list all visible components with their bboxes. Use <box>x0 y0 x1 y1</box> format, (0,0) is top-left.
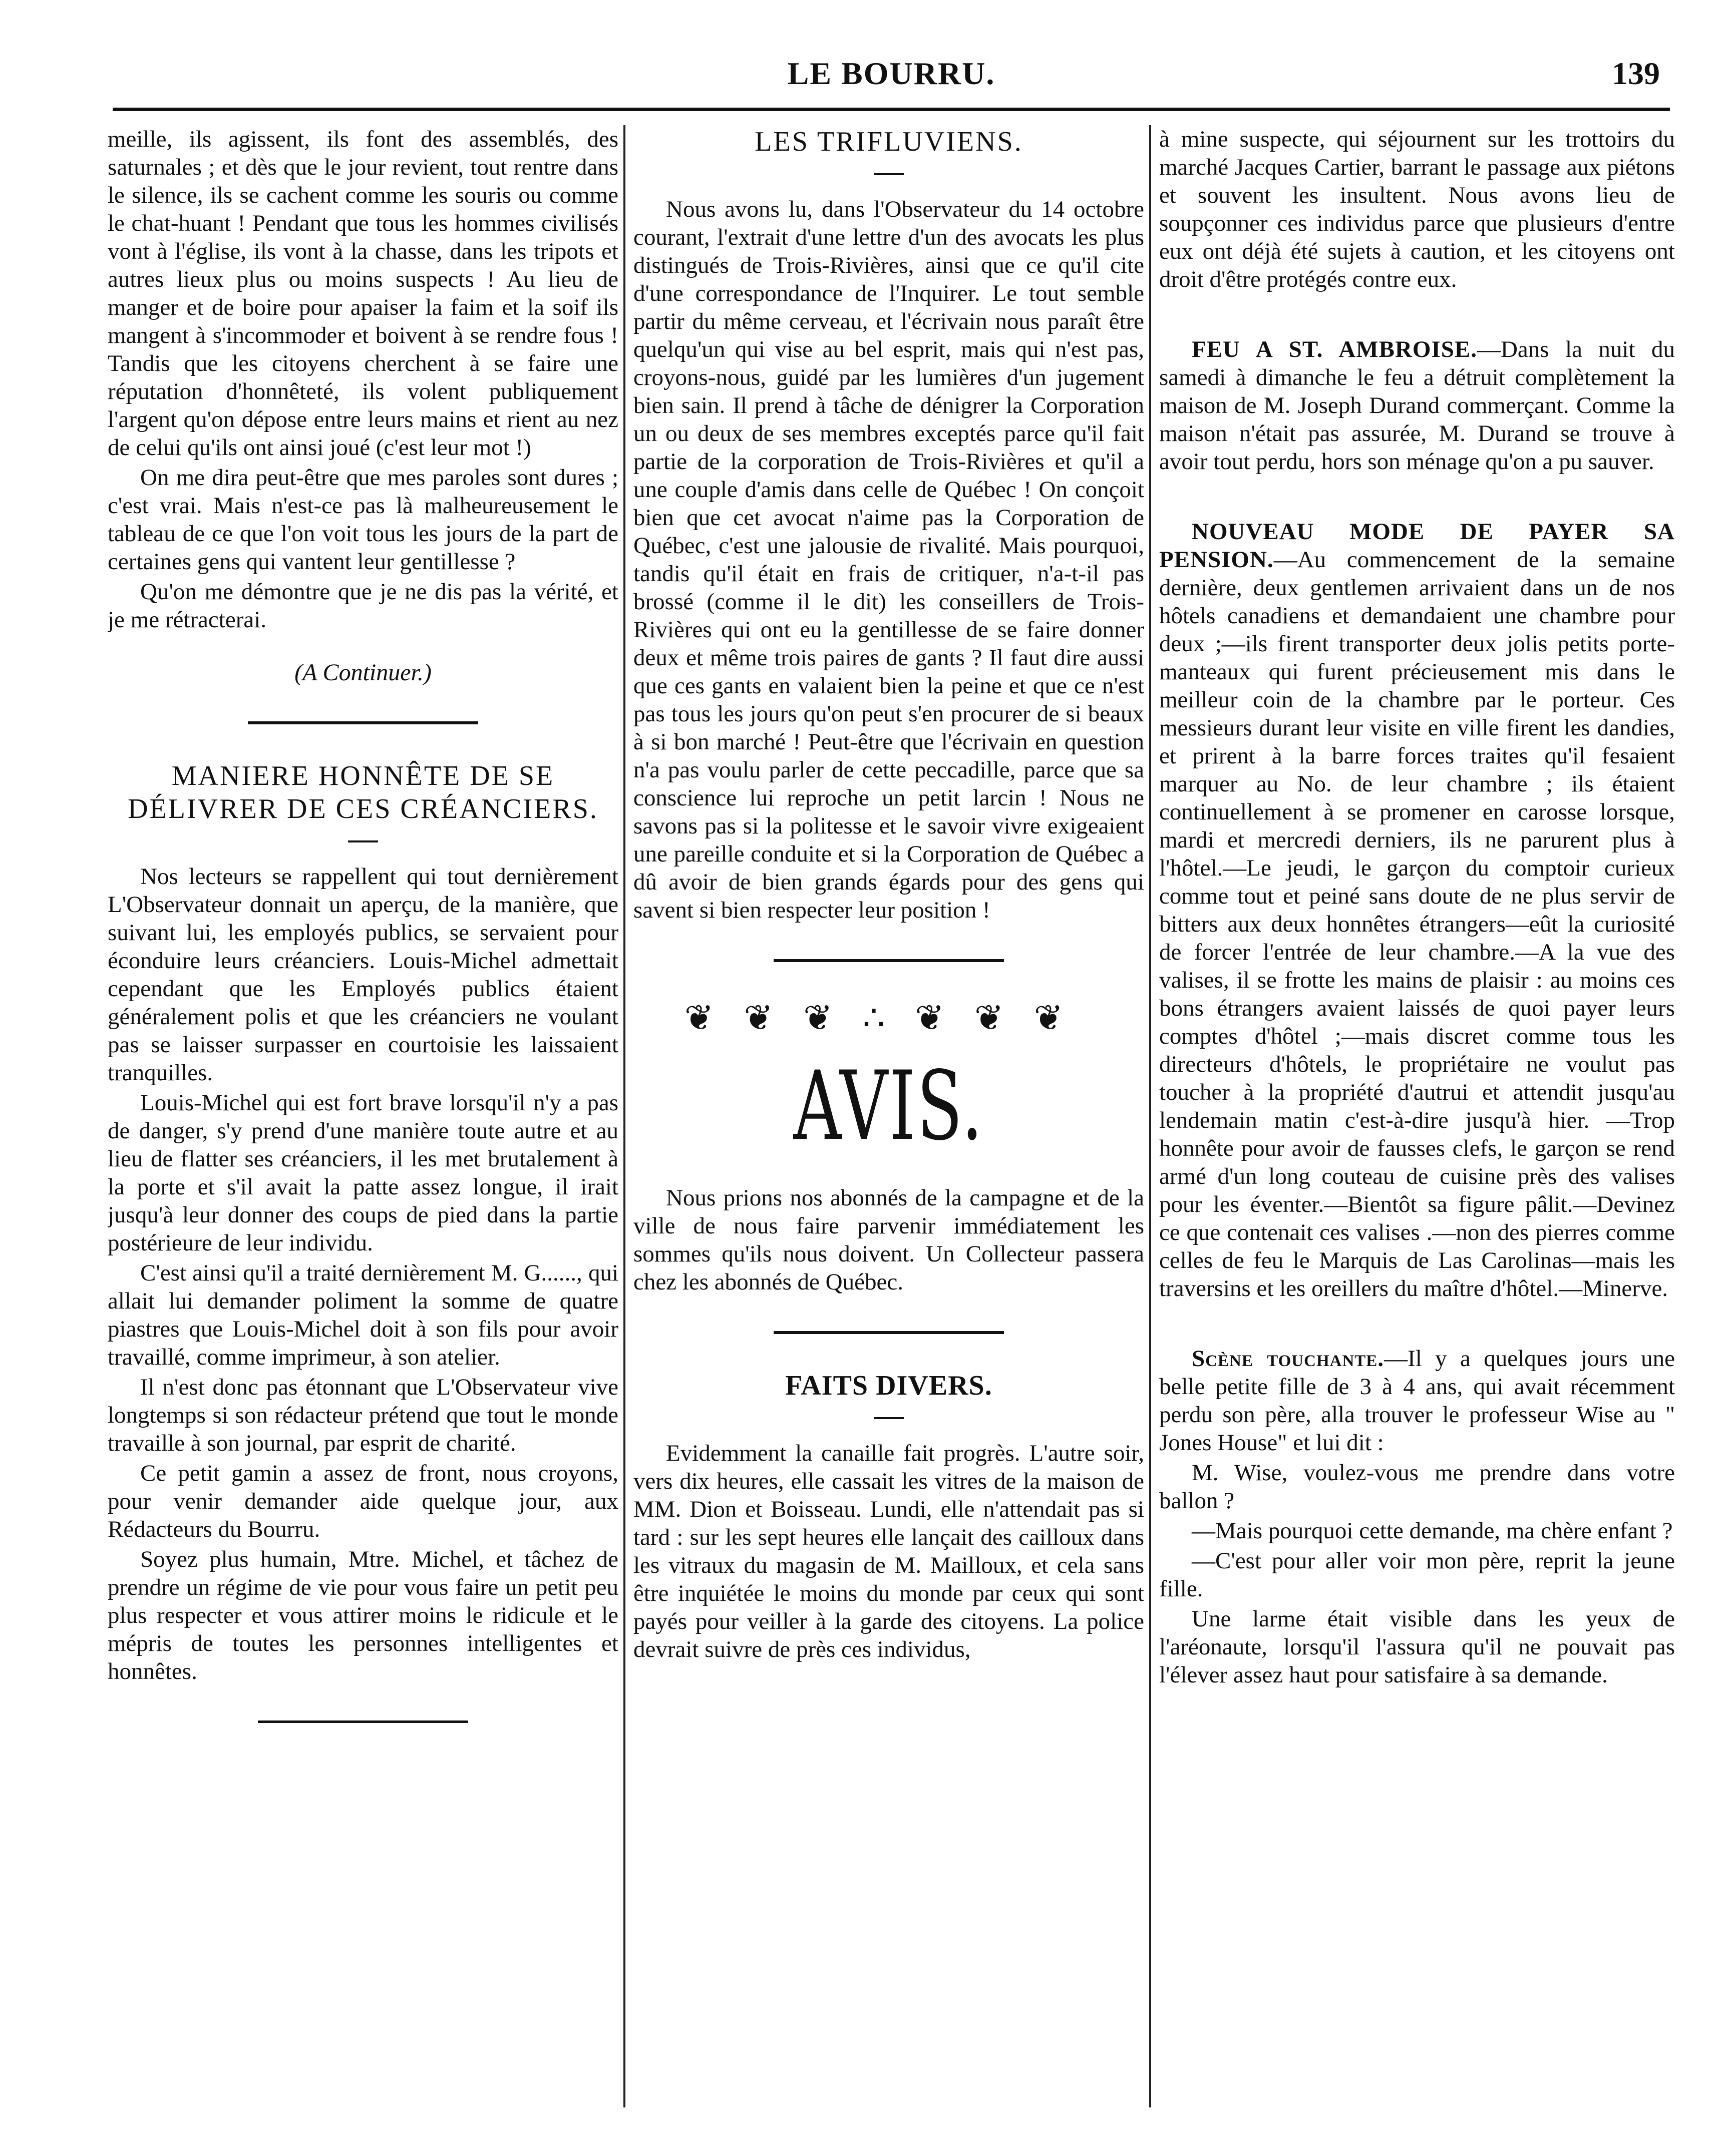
dialogue-line: M. Wise, voulez-vous me prendre dans votre ballon ? <box>1159 1460 1675 1514</box>
newspaper-title: LE BOURRU. <box>787 56 995 91</box>
paragraph: Ce petit gamin a assez de front, nous croyons, pour venir demander aide quelque jour, aux Rédacteurs du Bourru. <box>108 1460 618 1542</box>
column-3 <box>1159 125 1675 2127</box>
heading-dash <box>348 840 378 842</box>
section-separator <box>258 1720 468 1723</box>
heading-dash <box>874 1417 904 1419</box>
continued-note: (A Continuer.) <box>294 659 432 686</box>
news-text: —Au commencement de la semaine dernière, deux gentlemen arrivaient dans un de nos hôtels canadiens et demandaient une chambre pour deux ;—ils firent transporter deux jolis petits porte-manteaux qui furent précieusement mis dans le meilleur coin de la chambre par le porteur. Ces messieurs durant leur visite en ville firent les dandies, et prirent à la barre forces traites qu'il fesaient marquer au No. de leur chambre ; ils étaient continuellement à se promener en carosse lorsque, mardi et mercredi derniers, ils ne parurent plus à l'hôtel.—Le jeudi, le garçon du comptoir curieux comme tout et peiné sans doute de ne plus servir de bitters aux deux honnêtes étrangers—eût la curiosité de forcer l'entrée de leur chambre.—A la vue des valises, il se frotte les mains de plaisir : au moins ces bons étrangers avaient laissés de quoi payer leurs comptes d'hôtel ;—mais discret comme tous les directeurs d'hôtels, le propriétaire ne voulut pas toucher à la propriété d'autrui et attendit jusqu'au lendemain matin c'est-à-dire jusqu'à hier. —Trop honnête pour avoir de fausses clefs, le garçon se rend armé d'un long couteau de cuisine près des valises pour les éventer.—Bientôt sa figure pâlit.—Devinez ce que contenait ces valises .—non des pierres comme celles de feu le Marquis de Las Carolinas—mais les traversins et les oreillers du maître d'hôtel.—Minerve. <box>1159 547 1675 1302</box>
masthead <box>113 55 1670 95</box>
article-heading: FAITS DIVERS. <box>785 1370 992 1401</box>
news-lead: NOUVEAU MODE DE PAYER SA PENSION. <box>1159 519 1675 573</box>
paragraph: On me dira peut-être que mes paroles sont dures ; c'est vrai. Mais n'est-ce pas là malheureusement le tableau de ce que l'on voit tous les jours de la part de certaines gens qui vantent leur gentillesse ? <box>108 465 618 575</box>
news-item <box>1159 1345 1675 1457</box>
column-1 <box>108 125 618 2127</box>
section-separator <box>774 1331 1004 1334</box>
news-text: —Il y a quelques jours une belle petite fille de 3 à 4 ans, qui avait récemment perdu son père, alla trouver le professeur Wise au " Jones House" et lui dit : <box>1159 1346 1675 1456</box>
section-separator <box>774 959 1004 962</box>
paragraph: à mine suspecte, qui séjournent sur les trottoirs du marché Jacques Cartier, barrant le passage aux piétons et souvent les insultent. Nous avons lieu de soupçonner ces individus parce que plusieurs d'entre eux ont déjà été sujets à caution, et les citoyens ont droit d'être protégés contre eux. <box>1159 126 1675 292</box>
news-text: —Dans la nuit du samedi à dimanche le feu a détruit complètement la maison de M. Joseph Durand commerçant. Comme la maison n'était pas assurée, M. Durand se trouve à avoir tout perdu, hors son ménage qu'on a pu sauver. <box>1159 336 1675 475</box>
section-separator <box>248 721 478 724</box>
column-2 <box>633 125 1144 2127</box>
header-rule <box>113 108 1670 111</box>
news-lead: Scène touchante. <box>1192 1346 1385 1372</box>
news-lead: FEU A ST. AMBROISE. <box>1192 336 1477 362</box>
dialogue-line: —C'est pour aller voir mon père, reprit la jeune fille. <box>1159 1548 1675 1602</box>
paragraph: Il n'est donc pas étonnant que L'Observateur vive longtemps si son rédacteur prétend que tout le monde travaille à son journal, par esprit de charité. <box>108 1374 618 1456</box>
page-number: 139 <box>1612 56 1660 91</box>
paragraph: C'est ainsi qu'il a traité dernièrement M. G......, qui allait lui demander poliment la somme de quatre piastres que Louis-Michel doit à son fils pour avoir travaillé, comme imprimeur, à son atelier. <box>108 1260 618 1370</box>
fleuron-ornament-row: ❦❦❦∴❦❦❦ <box>684 999 1094 1038</box>
heading-dash <box>874 173 904 175</box>
paragraph: Evidemment la canaille fait progrès. L'autre soir, vers dix heures, elle cassait les vitres de la maison de MM. Dion et Boisseau. Lundi, elle n'attendait pas si tard : sur les sept heures elle lançait des cailloux dans les vitraux du magasin de M. Mailloux, et cela sans être inquiétée le moins du monde par ceux qui sont payés pour veiller à la garde des citoyens. La police devrait suivre de près ces individus, <box>633 1440 1144 1662</box>
news-item <box>1159 518 1675 1303</box>
news-item <box>1159 335 1675 476</box>
avis-title: AVIS. <box>793 1051 984 1161</box>
notice-text: Nous prions nos abonnés de la campagne et de la ville de nous faire parvenir immédiatement les sommes qu'ils nous doivent. Un Collecteur passera chez les abonnés de Québec. <box>633 1185 1144 1295</box>
paragraph: Nous avons lu, dans l'Observateur du 14 octobre courant, l'extrait d'une lettre d'un des avocats les plus distingués de Trois-Rivières, ainsi que ce qu'il cite d'une correspondance de l'Inquirer. Le tout semble partir du même cerveau, et l'écrivain nous paraît être quelqu'un qui vise au bel esprit, mais qui n'est pas, croyons-nous, guidé par les lumières d'un jugement bien sain. Il prend à tâche de dénigrer la Corporation un ou deux de ses membres exceptés parce qu'il fait partie de la corporation de Trois-Rivières et qu'il a une couple d'amis dans celle de Québec ! On conçoit bien que cet avocat n'aime pas la Corporation de Québec, c'est une jalousie de rivalité. Mais pourquoi, tandis qu'il était en frais de critiquer, n'a-t-il pas brossé (comme il le dit) les conseillers de Trois-Rivières qui ont eu la gentillesse de se faire donner deux et même trois paires de gants ? Il faut dire aussi que ces gants en valaient bien la peine et que ce n'est pas tous les jours qu'on peut s'en procurer de si beaux à si bon marché ! Peut-être que l'écrivain en question n'a pas voulu parler de cette peccadille, parce que sa conscience lui reproche un petit larcin ! Nous ne savons pas si la politesse et le savoir vivre exigeaient une pareille conduite et si la Corporation de Québec a dû avoir de bien grands égards pour des gens qui savent si bien respecter leur position ! <box>633 196 1144 923</box>
paragraph: meille, ils agissent, ils font des assemblés, des saturnales ; et dès que le jour revient, tout rentre dans le silence, ils se cachent comme les souris ou comme le chat-huant ! Pendant que tous les hommes civilisés vont à l'église, ils vont à la chasse, dans les tripots et autres lieux plus ou moins suspects ! Au lieu de manger et de boire pour apaiser la faim et la soif ils mangent à s'incommoder et boivent à se rendre fous ! Tandis que les citoyens cherchent à se faire une réputation d'honnêteté, ils volent publiquement l'argent qu'on dépose entre leurs mains et rient au nez de celui qu'ils ont ainsi joué (c'est leur mot !) <box>108 126 618 461</box>
dialogue-line: —Mais pourquoi cette demande, ma chère enfant ? <box>1192 1518 1673 1544</box>
column-divider <box>1149 125 1151 2107</box>
paragraph: Soyez plus humain, Mtre. Michel, et tâchez de prendre un régime de vie pour vous faire un petit peu plus respecter et vous attirer moins le ridicule et le mépris de toutes les personnes intelligentes et honnêtes. <box>108 1546 618 1684</box>
article-heading: LES TRIFLUVIENS. <box>755 126 1023 157</box>
paragraph: Une larme était visible dans les yeux de l'aréonaute, lorsqu'il l'assura qu'il ne pouvait pas l'élever assez haut pour satisfaire à sa demande. <box>1159 1606 1675 1688</box>
paragraph: Louis-Michel qui est fort brave lorsqu'il n'y a pas de danger, s'y prend d'une manière toute autre et au lieu de flatter ses créanciers, il les met brutalement à la porte et s'il avait la patte assez longue, il irait jusqu'à leur donner des coups de pied dans la partie postérieure de leur individu. <box>108 1090 618 1256</box>
column-divider <box>623 125 625 2107</box>
paragraph: Nos lecteurs se rappellent qui tout dernièrement L'Observateur donnait un aperçu, de la manière, que suivant lui, les employés publics, se servaient pour éconduire leurs créanciers. Louis-Michel admettait cependant que les Employés publics étaient généralement polis et que les créanciers ne voulant pas se laisser surpasser en courtoisie les laissaient tranquilles. <box>108 864 618 1086</box>
paragraph: Qu'on me démontre que je ne dis pas la vérité, et je me rétracterai. <box>108 579 618 633</box>
article-heading: MANIERE HONNÊTE DE SE DÉLIVRER DE CES CRÉANCIERS. <box>128 760 598 824</box>
